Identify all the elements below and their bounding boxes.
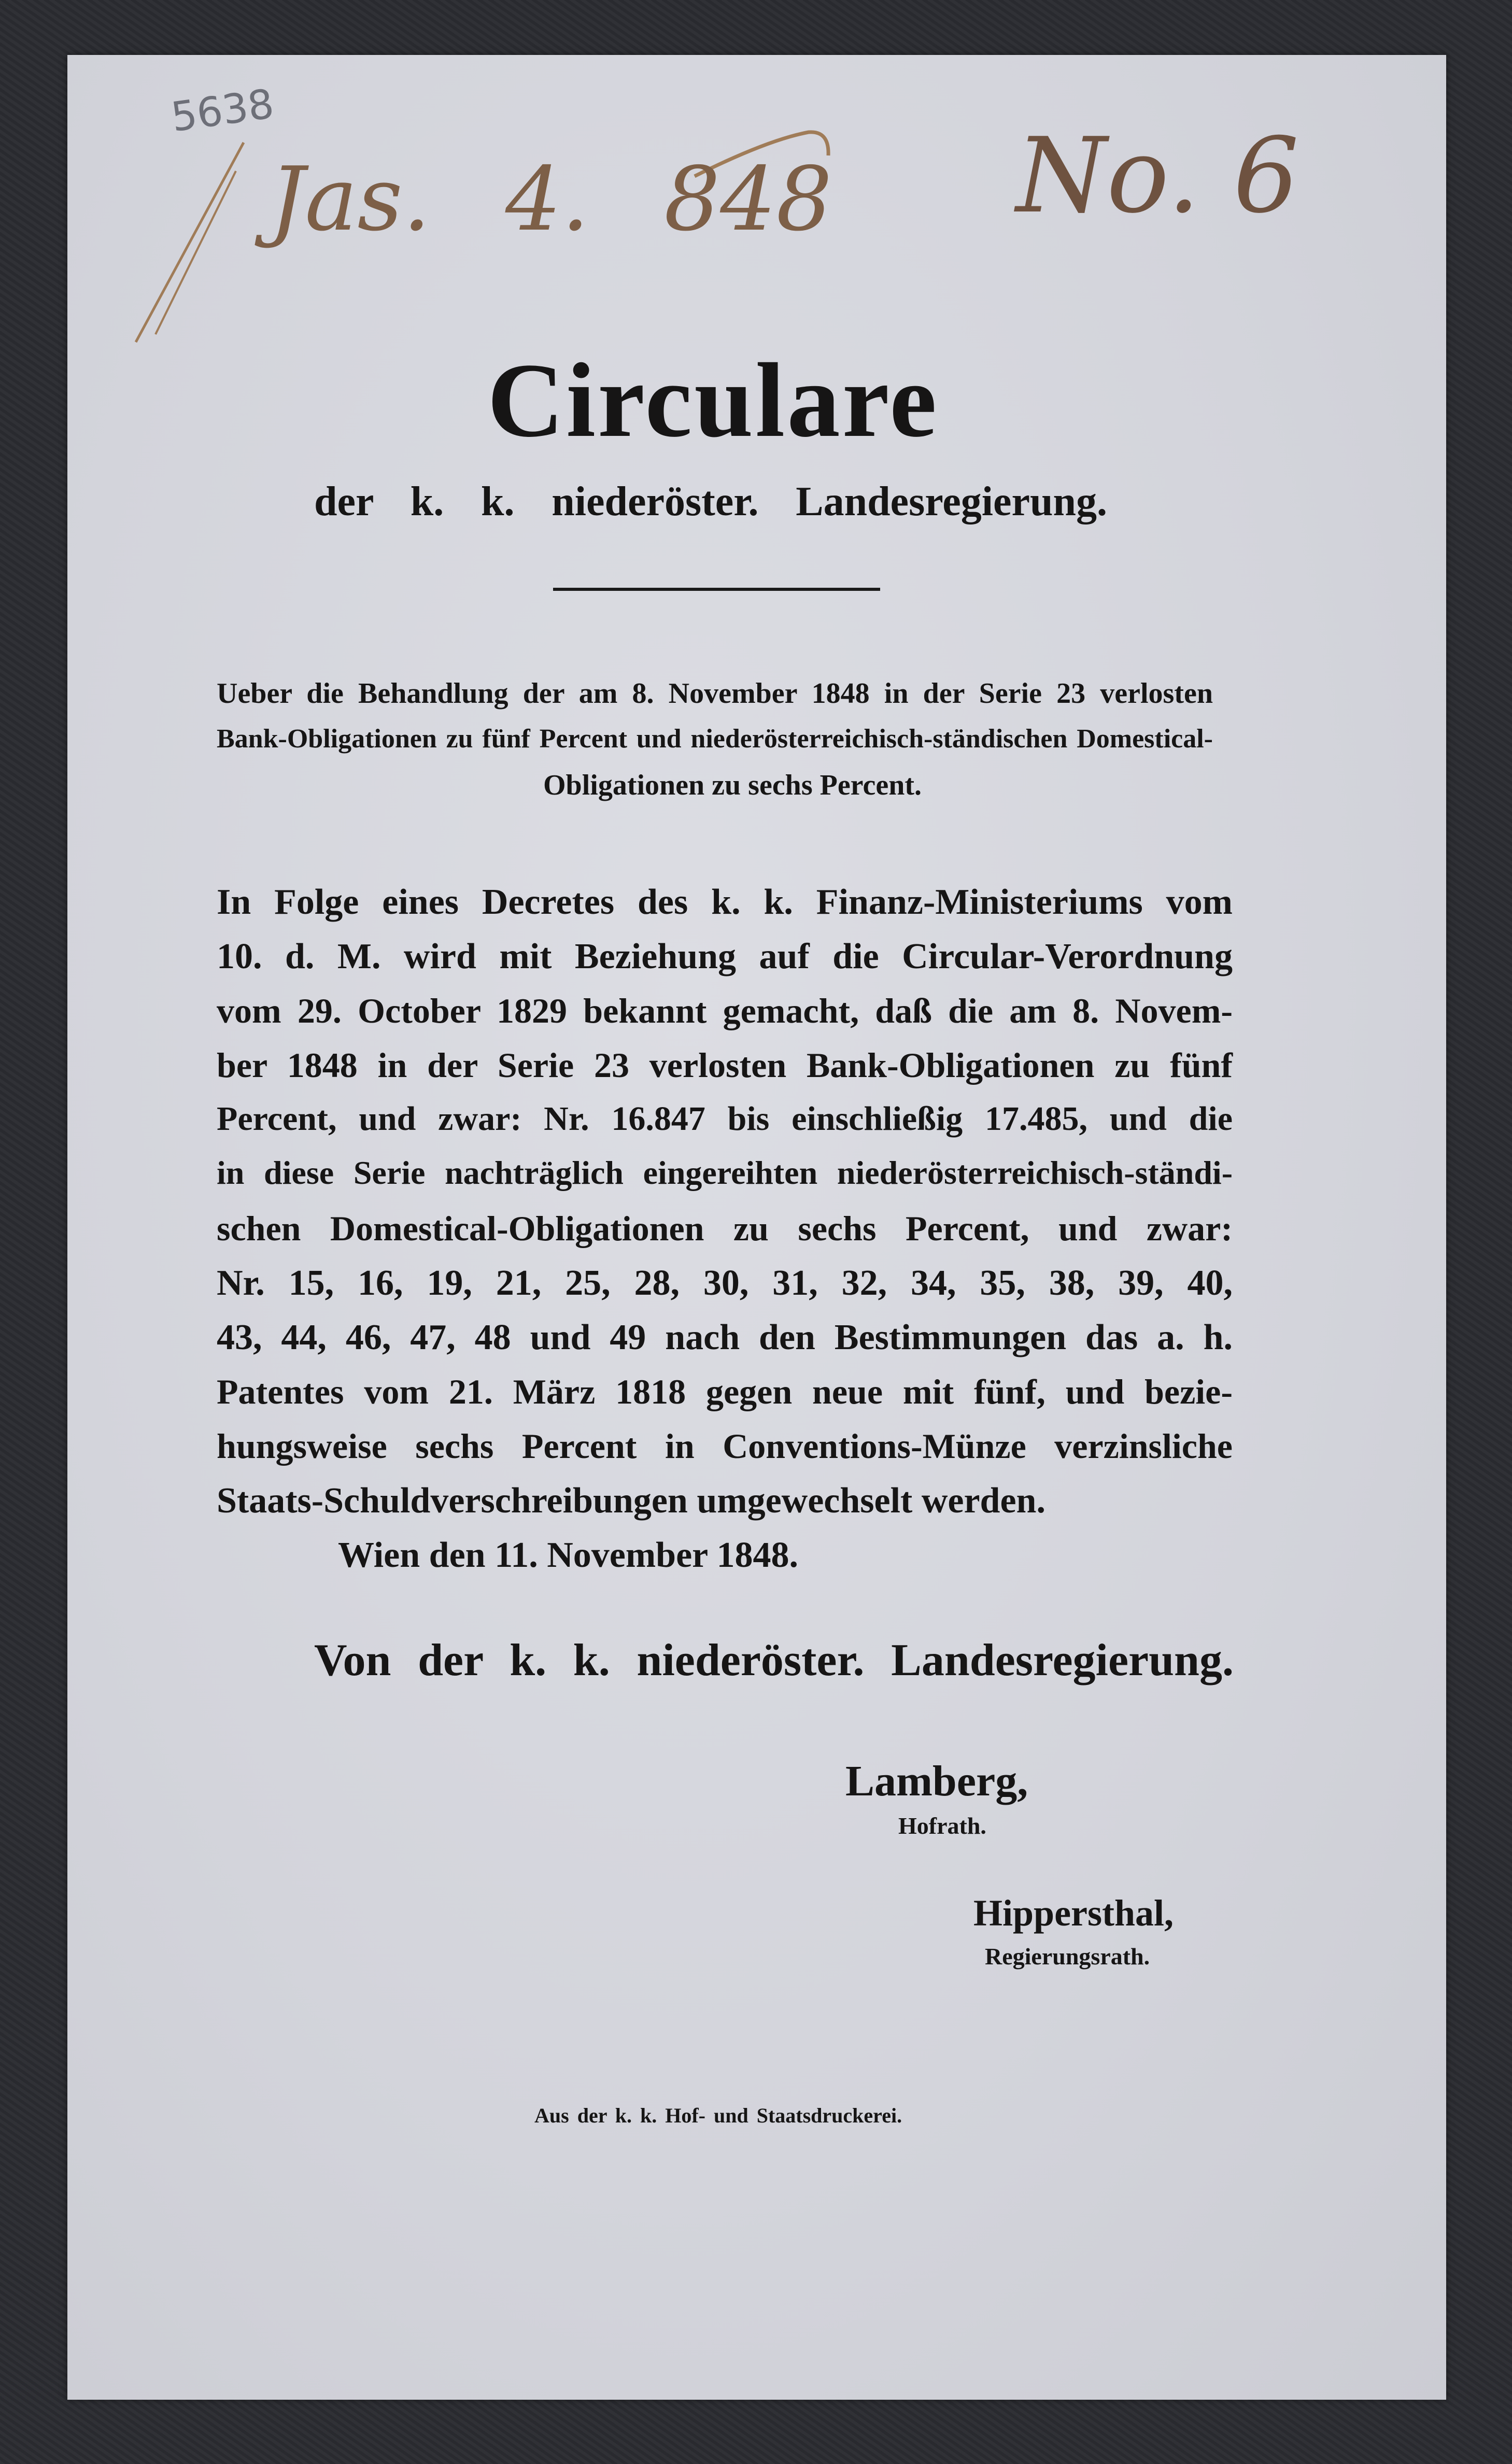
summary-line: Obligationen zu sechs Percent. bbox=[543, 769, 922, 801]
body-line: Nr. 15, 16, 19, 21, 25, 28, 30, 31, 32, 34, 35, 38, 39, 40, bbox=[217, 1263, 1233, 1303]
body-line: vom 29. October 1829 bekannt gemacht, daß die am 8. Novem- bbox=[217, 991, 1233, 1030]
handwritten-diagonal-stroke bbox=[136, 143, 244, 342]
handwritten-diagonal-stroke-2 bbox=[156, 171, 236, 334]
body-line: Patentes vom 21. März 1818 gegen neue mit fünf, und bezie- bbox=[217, 1372, 1233, 1411]
body-line: in diese Serie nachträglich eingereihten niederösterreichisch-ständi- bbox=[217, 1154, 1233, 1191]
signatory-title: Regierungsrath. bbox=[985, 1943, 1150, 1970]
signatory-name: Hippersthal, bbox=[973, 1892, 1174, 1934]
title-divider bbox=[553, 588, 880, 591]
body-line: schen Domestical-Obligationen zu sechs Percent, und zwar: bbox=[217, 1209, 1233, 1248]
page-subtitle: der k. k. niederöster. Landesregierung. bbox=[314, 479, 1107, 525]
body-line: Staats-Schuldverschreibungen umgewechselt werden. bbox=[217, 1481, 1045, 1521]
date-line: Wien den 11. November 1848. bbox=[338, 1535, 798, 1575]
body-line: 10. d. M. wird mit Beziehung auf die Circular-Verordnung bbox=[217, 937, 1233, 976]
body-line: ber 1848 in der Serie 23 verlosten Bank-Obligationen zu fünf bbox=[217, 1045, 1233, 1085]
handwritten-date-note: Jas. 4. 848 bbox=[270, 148, 832, 251]
handwritten-number-note: No. 6 bbox=[1016, 116, 1299, 236]
body-line: hungsweise sechs Percent in Conventions-Münze verzinsliche bbox=[217, 1426, 1233, 1466]
signatory-title: Hofrath. bbox=[898, 1812, 986, 1839]
issuing-authority: Von der k. k. niederöster. Landesregierung. bbox=[314, 1635, 1234, 1686]
body-line: Percent, und zwar: Nr. 16.847 bis einschließig 17.485, und die bbox=[217, 1100, 1233, 1138]
body-line: In Folge eines Decretes des k. k. Finanz-Ministeriums vom bbox=[217, 882, 1233, 922]
summary-line: Ueber die Behandlung der am 8. November 1848 in der Serie 23 verlosten bbox=[217, 677, 1213, 710]
printer-imprint: Aus der k. k. Hof- und Staatsdruckerei. bbox=[534, 2104, 902, 2127]
archive-number: 5638 bbox=[168, 80, 277, 141]
body-line: 43, 44, 46, 47, 48 und 49 nach den Bestimmungen das a. h. bbox=[217, 1318, 1233, 1357]
signatory-name: Lamberg, bbox=[845, 1757, 1028, 1805]
summary-line: Bank-Obligationen zu fünf Percent und niederösterreichisch-ständischen Domestical- bbox=[217, 724, 1213, 754]
page-title: Circulare bbox=[487, 342, 939, 459]
